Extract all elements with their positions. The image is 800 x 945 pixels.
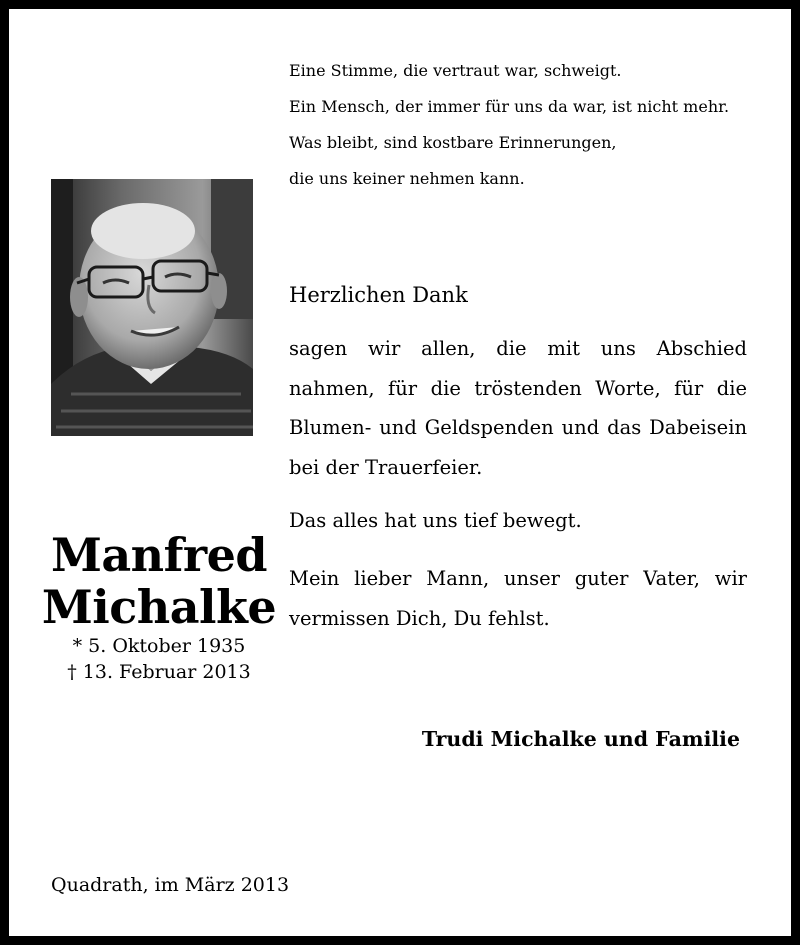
portrait-photo bbox=[51, 179, 253, 436]
poem-line: die uns keiner nehmen kann. bbox=[289, 169, 525, 188]
last-name: Michalke bbox=[41, 580, 277, 634]
death-date: † 13. Februar 2013 bbox=[67, 661, 251, 683]
miss-text: Mein lieber Mann, unser guter Vater, wir vermissen Dich, Du fehlst. bbox=[289, 567, 747, 630]
thanks-heading: Herzlichen Dank bbox=[289, 283, 468, 307]
first-name: Manfred bbox=[50, 528, 268, 582]
signature: Trudi Michalke und Familie bbox=[421, 727, 740, 751]
portrait-image bbox=[51, 179, 253, 436]
place-date: Quadrath, im März 2013 bbox=[51, 874, 290, 896]
birth-date: * 5. Oktober 1935 bbox=[72, 635, 246, 657]
poem bbox=[289, 53, 769, 197]
moved-text: Das alles hat uns tief bewegt. bbox=[289, 509, 582, 532]
poem-line: Eine Stimme, die vertraut war, schweigt. bbox=[289, 61, 622, 80]
poem-line: Ein Mensch, der immer für uns da war, ist nicht mehr. bbox=[289, 97, 730, 116]
poem-line: Was bleibt, sind kostbare Erinnerungen, bbox=[289, 133, 617, 152]
life-dates bbox=[29, 633, 289, 685]
deceased-name bbox=[29, 529, 289, 633]
thanks-text: sagen wir allen, die mit uns Abschied nahmen, für die tröstenden Worte, für die Blumen- und Geldspenden und das Dabeisein bei der Trauerfeier. bbox=[289, 337, 747, 479]
